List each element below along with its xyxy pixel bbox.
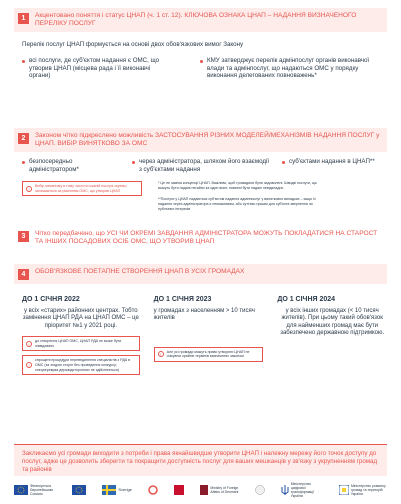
- section-1-number: 1: [18, 13, 29, 24]
- info-icon: !: [26, 362, 32, 368]
- eu-flag-2-logo: [72, 485, 86, 495]
- bullet-dot-icon: [282, 161, 285, 164]
- section-2-footnote-2: **Послуги у ЦНАП надаються суб'єктом надання адмінпослуг у виняткових випадках – якщо їх надання через адміністратора є неможливим, або суттєво гіршим для суб'єкта звернення чи публічних інтересів: [158, 197, 316, 211]
- section-2: [14, 128, 387, 211]
- section-1-lead: Перелік послуг ЦНАП формується на основі двох обов'язкових вимог Закону: [22, 41, 244, 48]
- option-3-text: суб'єктами надання в ЦНАП**: [289, 158, 375, 165]
- section-4-number: 4: [18, 269, 29, 280]
- decentralization-logo: [148, 485, 158, 495]
- section-1-right-bullet: [200, 57, 370, 80]
- poland-eagle-icon: [174, 485, 184, 495]
- col-2-note-1-text: Але усі громади можуть право утворити ЦНАП не очікуючи крайніх термінів визначених законом: [166, 349, 250, 359]
- sweden-logo: [102, 485, 132, 495]
- col-2-date: ДО 1 СІЧНЯ 2023: [153, 296, 212, 303]
- col-3-date: ДО 1 СІЧНЯ 2024: [277, 296, 336, 303]
- trident-icon: [281, 485, 289, 495]
- section-4-col-3: [277, 296, 387, 375]
- eu-flag-logo: [14, 484, 56, 496]
- section-1: [14, 8, 387, 80]
- col-2-text: у громадах з населенням > 10 тисяч жителів: [153, 308, 255, 322]
- section-1-header: [14, 8, 387, 32]
- coat-of-arms-icon: [200, 485, 208, 495]
- section-2-header: [14, 128, 387, 152]
- section-1-right-text: КМУ затверджує перелік адмінпослуг органів виконавчої влади та адмінпослуг, що надаються ОМС у порядку виконання делегованих повноважень*: [207, 57, 370, 80]
- section-4-col-2: [154, 296, 264, 375]
- eu-ministry-logo: [255, 485, 265, 495]
- col-2-note-1: [154, 347, 264, 362]
- denmark-logo: [200, 485, 238, 495]
- bullet-dot-icon: [200, 60, 203, 63]
- digital-ministry-label: Міністерство цифрової трансформації України: [290, 482, 315, 498]
- poland-logo: [174, 485, 184, 495]
- section-1-left-text: всі послуги, де суб'єктом надання є ОМС, що утворив ЦНАП (місцева рада і її виконавчі органи): [29, 57, 160, 80]
- bullet-dot-icon: [22, 60, 25, 63]
- col-1-note-2: [22, 355, 140, 375]
- section-2-footnote-1: * Це не заміна концепції ЦНАП. Важливо, щоб громадяни були задоволені. Швидкі послуги, що можуть бути надані негайно за один візит, повинні бути надані невідкладно: [158, 181, 317, 190]
- swirl-icon: [148, 485, 158, 495]
- section-2-number: 2: [18, 133, 29, 144]
- section-1-heading: Акцентовано поняття і статус ЦНАП (ч. 1 ст. 12). КЛЮЧОВА ОЗНАКА ЦНАП – НАДАННЯ ВИЗНАЧЕНОГО ПЕРЕЛІКУ ПОСЛУГ: [35, 12, 357, 27]
- section-2-option-1: [22, 158, 122, 173]
- col-1-note-1: [22, 336, 140, 351]
- section-2-option-3: [282, 158, 382, 173]
- circle-seal-icon: [255, 485, 265, 495]
- col-1-note-1-text: до створення ЦНАП ОМС, ЦНАП РДА не може бути ліквідовано: [35, 339, 122, 348]
- col-1-text: у всіх «старих» районних центрах. Тобто замінення ЦНАП РДА на ЦНАП ОМС – це пріоритет №1 у 2021 році.: [22, 308, 139, 329]
- info-icon: !: [26, 341, 32, 347]
- sweden-flag-icon: [102, 485, 116, 495]
- section-4-heading: ОБОВ'ЯЗКОВЕ ПОЕТАПНЕ СТВОРЕННЯ ЦНАП В УСІХ ГРОМАДАХ: [35, 268, 245, 275]
- option-2-text: через адміністратора, шляхом його взаємодії з суб'єктами надання: [139, 158, 270, 173]
- logos-row: [14, 478, 387, 502]
- section-4-col-1: [22, 296, 140, 375]
- eu-flag-icon: [14, 485, 28, 495]
- footer-text: Закликаємо усі громади виходити з потреби і права якнайшвидше утворити ЦНАП і належну мережу його точок доступу до послуг, адже це дозволить зберегти та покращити доступність послуг для ваших мешканців у зв'язку з укрупненням громад та районів: [22, 450, 378, 473]
- sverige-text-icon: Sverige: [118, 487, 132, 492]
- section-4-header: [14, 264, 387, 284]
- section-2-left-note: [22, 181, 142, 196]
- denmark-logo-label: Ministry of Foreign Affairs of Denmark: [210, 486, 239, 494]
- col-1-date: ДО 1 СІЧНЯ 2022: [22, 296, 80, 303]
- footer-callout: [14, 444, 387, 476]
- col-1-note-2-text: спрощені процедури перевединення спеціалістів з РДА в ОМС (за згодою сторін без проведення конкурсу; спецпереврка держвідсторонних не здійснюється): [35, 358, 131, 372]
- section-1-left-bullet: [22, 57, 172, 80]
- col-3-text: у всіх інших громадах (< 10 тисяч жителів). При цьому такий обов'язок для найменших громад має бути забезпечено державною підтримкою.: [280, 308, 385, 337]
- section-2-heading: Законом чітко підкреслено можливість ЗАСТОСУВАННЯ РІЗНИХ МОДЕЛЕЙ/МЕХАНІЗМІВ НАДАННЯ ПОСЛУГ у ЦНАП. ВИБІР ВИНЯТКОВО ЗА ОМС: [35, 132, 380, 147]
- community-ministry-logo: [339, 484, 387, 496]
- section-3-number: 3: [18, 231, 29, 242]
- section-4: [14, 264, 387, 375]
- ministry-emblem-icon: [339, 485, 349, 495]
- info-icon: !: [158, 351, 164, 357]
- eu-flag-icon: [72, 485, 86, 495]
- option-1-text: безпосередньо адміністратором*: [29, 158, 79, 173]
- community-ministry-label: Міністерство розвитку громад та територій України: [350, 484, 386, 496]
- section-3-header: [14, 226, 387, 250]
- bullet-dot-icon: [132, 161, 135, 164]
- bullet-dot-icon: [22, 161, 25, 164]
- eu-logo-label: Фінансується Європейським Союзом: [30, 484, 53, 496]
- section-3-heading: Чітко передбачено, що УСІ ЧИ ОКРЕМІ ЗАВДАННЯ АДМІНІСТРАТОРА МОЖУТЬ ПОКЛАДАТИСЯ НА СТАРОСТ ТА ІНШИХ ПОСАДОВИХ ОСІБ ОМС, ЩО УТВОРИВ ЦНАП: [35, 230, 378, 245]
- section-3: [14, 226, 387, 250]
- info-icon: !: [26, 186, 32, 192]
- digital-ministry-logo: [281, 482, 323, 498]
- section-2-option-2: [132, 158, 272, 173]
- left-note-text: Вибір механізму в тому числі по кожній послузі окремо, залишається за рішенням ОМС, що утворив ЦНАП: [35, 184, 128, 193]
